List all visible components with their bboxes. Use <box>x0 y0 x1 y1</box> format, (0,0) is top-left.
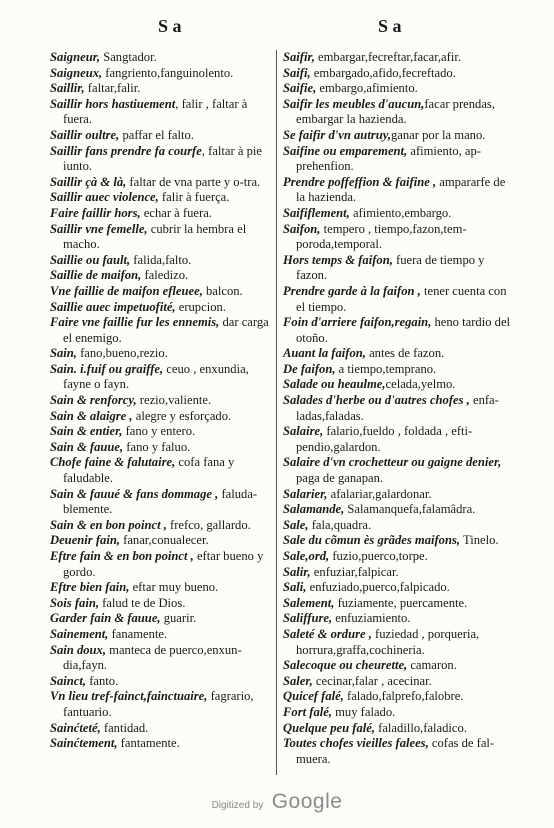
entry-definition: facar prendas, embargar la hazienda. <box>296 96 495 127</box>
dictionary-entry <box>50 268 278 284</box>
entry-definition: faltar,falir. <box>84 81 141 96</box>
entry-definition: faltar de vna parte y o-tra. <box>126 174 261 189</box>
entry-definition: fuziamente, puercamente. <box>334 595 468 610</box>
entry-definition: , falir , faltar à fuera. <box>63 96 248 127</box>
dictionary-entry <box>283 533 513 549</box>
digitized-watermark <box>0 790 554 814</box>
entry-definition: fantamente. <box>117 736 180 751</box>
entry-headword: Faire vne faillie fur les ennemis, <box>50 315 220 330</box>
entry-headword: Vne faillie de maifon efleuee, <box>50 283 203 298</box>
entry-definition: dar carga el enemigo. <box>63 315 269 345</box>
dictionary-entry <box>283 175 513 206</box>
dictionary-entry <box>50 689 278 720</box>
dictionary-entry <box>50 300 278 316</box>
entry-definition: falado,falprefo,falobre. <box>343 689 464 704</box>
entry-headword: Sainćtement, <box>50 736 118 751</box>
entry-headword: Sainement, <box>50 626 109 641</box>
entry-headword: Saler, <box>283 673 313 688</box>
entry-headword: Sain & fauue, <box>50 439 124 454</box>
entry-definition: erupcion. <box>175 299 226 314</box>
entry-headword: Saigneux, <box>50 65 103 80</box>
dictionary-entry <box>283 253 513 284</box>
dictionary-entry <box>283 284 513 315</box>
dictionary-entry <box>50 362 278 393</box>
entry-headword: Sois fain, <box>50 595 99 610</box>
entry-definition: fanar,conualecer. <box>119 533 209 548</box>
entry-headword: Sale, <box>283 517 309 532</box>
dictionary-entry <box>283 627 513 658</box>
entry-headword: Se faifir d'vn autruy, <box>283 127 391 142</box>
entry-definition: afimiento, ap-prehenfion. <box>296 143 481 174</box>
entry-headword: Toutes chofes vieilles falees, <box>283 736 429 751</box>
entry-definition: celada,yelmo. <box>385 377 456 392</box>
dictionary-entry <box>50 393 278 409</box>
entry-headword: Salaire, <box>283 424 324 439</box>
right-column <box>283 50 513 767</box>
dictionary-entry <box>50 409 278 425</box>
entry-headword: Saillie de maifon, <box>50 268 142 283</box>
entry-definition: fuziedad , porqueria, horrura,graffa,cochineria. <box>296 626 480 657</box>
dictionary-entry <box>50 736 278 752</box>
dictionary-entry <box>50 643 278 674</box>
entry-headword: Saillir oultre, <box>50 127 120 142</box>
entry-headword: Sain & renforcy, <box>50 393 137 408</box>
entry-headword: Quelque peu falé, <box>283 720 375 735</box>
entry-headword: Sainćteté, <box>50 720 101 735</box>
entry-definition: enfuziar,falpicar. <box>310 564 399 579</box>
dictionary-entry <box>50 627 278 643</box>
dictionary-entry <box>283 502 513 518</box>
dictionary-entry <box>50 66 278 82</box>
dictionary-entry <box>283 346 513 362</box>
dictionary-entry <box>283 721 513 737</box>
dictionary-entry <box>50 144 278 175</box>
entry-headword: Saleté & ordure , <box>283 626 372 641</box>
entry-definition: ceuo , enxundia, fayne o fayn. <box>63 361 249 392</box>
entry-definition: paffar el falto. <box>119 127 194 142</box>
entry-headword: Sainct, <box>50 673 87 688</box>
entry-headword: Salir, <box>283 564 311 579</box>
entry-headword: Sain & entier, <box>50 424 123 439</box>
entry-definition: fantidad. <box>100 720 149 735</box>
entry-definition: Tinelo. <box>460 533 499 548</box>
dictionary-entry <box>283 424 513 455</box>
dictionary-entry <box>50 315 278 346</box>
entry-headword: Saififlement, <box>283 205 350 220</box>
entry-definition: rezio,valiente. <box>136 393 212 408</box>
dictionary-entry <box>50 596 278 612</box>
dictionary-entry <box>283 81 513 97</box>
column-divider <box>276 50 277 775</box>
dictionary-entry <box>50 284 278 300</box>
dictionary-entry <box>50 175 278 191</box>
entry-headword: Saliffure, <box>283 611 333 626</box>
entry-headword: Vn lieu tref-fainct,fainctuaire, <box>50 689 208 704</box>
entry-headword: Sali, <box>283 580 307 595</box>
entry-headword: Salades d'herbe ou d'autres chofes , <box>283 393 470 408</box>
entry-headword: Eftre fain & en bon poinct , <box>50 549 194 563</box>
dictionary-entry <box>50 424 278 440</box>
entry-headword: Garder fain & fauue, <box>50 611 161 626</box>
entry-headword: Salaire d'vn crochetteur ou gaigne denier, <box>283 455 502 470</box>
dictionary-entry <box>283 144 513 175</box>
entry-definition: falario,fueldo , foldada , efti-pendio,galardon. <box>296 424 473 454</box>
dictionary-entry <box>50 674 278 690</box>
dictionary-entry <box>283 222 513 253</box>
entry-headword: Salarier, <box>283 486 328 501</box>
entry-definition: guarir. <box>160 611 197 626</box>
entry-headword: Prendre poffeffion & faifine , <box>283 174 437 189</box>
entry-definition: balcon. <box>202 283 243 298</box>
entry-headword: Saifir, <box>283 50 315 64</box>
entry-definition: cofa fana y faludable. <box>63 455 235 486</box>
dictionary-entry <box>50 128 278 144</box>
entry-headword: Sain & alaigre , <box>50 408 133 423</box>
entry-definition: enfuziamiento. <box>332 611 411 626</box>
entry-definition: fuzio,puerco,torpe. <box>329 549 428 563</box>
dictionary-entry <box>283 689 513 705</box>
entry-headword: Foin d'arriere faifon,regain, <box>283 315 432 330</box>
dictionary-entry <box>283 393 513 424</box>
dictionary-entry <box>283 50 513 66</box>
entry-headword: Salement, <box>283 595 335 610</box>
dictionary-entry <box>50 222 278 253</box>
entry-definition: tempero , tiempo,fazon,tem-poroda,temporal. <box>296 221 467 252</box>
entry-definition: echar à fuera. <box>140 205 212 220</box>
digitized-by-text: Digitized by <box>211 800 264 811</box>
entry-headword: Salade ou heaulme, <box>283 377 386 392</box>
entry-headword: Saillir fans prendre fa courfe <box>50 143 202 158</box>
entry-headword: Saifine ou emparement, <box>283 143 408 158</box>
dictionary-entry <box>283 674 513 690</box>
running-head-left: S a <box>158 16 182 36</box>
dictionary-entry <box>283 377 513 393</box>
entry-definition: camaron. <box>407 658 457 673</box>
entry-headword: Sain. i.fuif ou graiffe, <box>50 361 164 376</box>
entry-definition: fano,bueno,rezio. <box>76 346 168 361</box>
dictionary-entry <box>50 97 278 128</box>
entry-headword: Salamande, <box>283 502 345 517</box>
entry-definition: embargar,fecreftar,facar,afir. <box>314 50 461 64</box>
entry-definition: cubrir la hembra el macho. <box>63 221 247 252</box>
entry-definition: manteca de puerco,enxun-dia,fayn. <box>63 642 242 673</box>
entry-definition: paga de ganapan. <box>296 471 384 486</box>
entry-headword: Sale,ord, <box>283 549 330 563</box>
entry-definition: heno tardio del otoño. <box>296 315 511 345</box>
entry-definition: eftar bueno y gordo. <box>63 549 264 579</box>
dictionary-entry <box>283 518 513 534</box>
entry-definition: enfa-ladas,faladas. <box>296 393 499 423</box>
entry-headword: Saillir çà & là, <box>50 174 127 189</box>
entry-headword: Saifon, <box>283 221 321 236</box>
entry-definition: afimiento,embargo. <box>349 205 452 220</box>
left-column <box>50 50 278 752</box>
entry-definition: , faltar à pie iunto. <box>63 143 262 174</box>
entry-definition: falir à fuerça. <box>158 190 230 205</box>
entry-headword: Saigneur, <box>50 50 101 64</box>
entry-headword: Saillir hors hastiuement <box>50 96 176 111</box>
dictionary-entry <box>50 81 278 97</box>
running-head-right: S a <box>378 16 402 36</box>
entry-headword: Saifir les meubles d'aucun, <box>283 96 425 111</box>
page-header <box>0 6 554 40</box>
dictionary-entry <box>283 206 513 222</box>
dictionary-entry <box>283 705 513 721</box>
entry-definition: fuera de tiempo y fazon. <box>296 252 485 283</box>
entry-headword: Saifie, <box>283 81 317 96</box>
dictionary-entry <box>283 611 513 627</box>
dictionary-entry <box>283 736 513 767</box>
entry-definition: fala,quadra. <box>308 517 372 532</box>
entry-headword: Auant la faifon, <box>283 346 366 361</box>
entry-definition: Sangtador. <box>100 50 157 64</box>
dictionary-entry <box>50 253 278 269</box>
entry-headword: Prendre garde à la faifon , <box>283 283 421 298</box>
dictionary-entry <box>50 346 278 362</box>
dictionary-entry <box>50 440 278 456</box>
dictionary-entry <box>283 596 513 612</box>
entry-definition: embargo,afimiento. <box>316 81 418 96</box>
entry-definition: eftar muy bueno. <box>129 580 219 595</box>
entry-definition: embargado,afido,fecreftado. <box>310 65 456 80</box>
entry-headword: Salecoque ou cheurette, <box>283 658 408 673</box>
dictionary-entry <box>283 658 513 674</box>
entry-definition: falud te de Dios. <box>99 595 186 610</box>
dictionary-entry <box>283 580 513 596</box>
entry-definition: fano y faluo. <box>123 439 191 454</box>
entry-definition: Salamanquefa,falamâdra. <box>344 502 476 517</box>
entry-headword: Saillir, <box>50 81 85 96</box>
entry-definition: ampararfe de la hazienda. <box>296 174 506 205</box>
entry-definition: faledizo. <box>141 268 189 283</box>
entry-definition: tener cuenta con el tiempo. <box>296 283 507 314</box>
entry-headword: De faifon, <box>283 361 336 376</box>
dictionary-entry <box>283 487 513 503</box>
entry-definition: alegre y esforçado. <box>132 408 232 423</box>
dictionary-entry <box>50 518 278 534</box>
entry-definition: faladillo,faladico. <box>375 720 467 735</box>
entry-definition: fanamente. <box>108 626 168 641</box>
entry-definition: enfuziado,puerco,falpicado. <box>306 580 450 595</box>
dictionary-entry <box>50 206 278 222</box>
dictionary-entry <box>50 721 278 737</box>
dictionary-entry <box>50 455 278 486</box>
entry-headword: Chofe faine & falutaire, <box>50 455 176 470</box>
dictionary-entry <box>50 50 278 66</box>
dictionary-entry <box>283 565 513 581</box>
dictionary-entry <box>50 190 278 206</box>
entry-headword: Eftre bien fain, <box>50 580 130 595</box>
entry-headword: Saillir vne femelle, <box>50 221 148 236</box>
entry-definition: frefco, gallardo. <box>166 517 251 532</box>
entry-headword: Faire faillir hors, <box>50 205 141 220</box>
dictionary-entry <box>50 549 278 580</box>
entry-definition: antes de fazon. <box>365 346 445 361</box>
entry-definition: cofas de fal-muera. <box>296 736 495 766</box>
dictionary-entry <box>283 66 513 82</box>
entry-headword: Saillie auec impetuofité, <box>50 299 176 314</box>
entry-definition: muy falado. <box>331 704 396 719</box>
entry-headword: Sain doux, <box>50 642 106 657</box>
entry-definition: falida,falto. <box>130 252 192 267</box>
entry-headword: Saifi, <box>283 65 311 80</box>
entry-headword: Fort falé, <box>283 704 332 719</box>
entry-definition: fanto. <box>86 673 119 688</box>
entry-definition: fagrario, fantuario. <box>63 689 254 719</box>
entry-definition: fano y entero. <box>122 424 196 439</box>
dictionary-entry <box>50 611 278 627</box>
entry-headword: Saillir auec violence, <box>50 190 159 205</box>
entry-headword: Quicef falé, <box>283 689 344 704</box>
entry-headword: Deuenir fain, <box>50 533 120 548</box>
dictionary-entry <box>283 128 513 144</box>
entry-headword: Hors temps & faifon, <box>283 252 393 267</box>
dictionary-entry <box>283 362 513 378</box>
entry-headword: Sain & en bon poinct , <box>50 517 167 532</box>
google-logo: Google <box>271 790 343 813</box>
entry-definition: a tiempo,temprano. <box>335 361 437 376</box>
dictionary-entry <box>283 97 513 128</box>
entry-headword: Sain, <box>50 346 77 361</box>
entry-headword: Sale du cõmun ès grãdes maifons, <box>283 533 461 548</box>
entry-definition: cecinar,falar , acecinar. <box>312 673 432 688</box>
dictionary-entry <box>50 487 278 518</box>
entry-headword: Saillie ou fault, <box>50 252 131 267</box>
dictionary-entry <box>283 455 513 486</box>
entry-definition: ganar por la mano. <box>391 127 486 142</box>
entry-definition: fangriento,fanguinolento. <box>102 65 234 80</box>
dictionary-entry <box>283 549 513 565</box>
entry-definition: faluda-blemente. <box>63 486 258 517</box>
entry-definition: afalariar,galardonar. <box>327 486 432 501</box>
entry-headword: Sain & fauué & fans dommage , <box>50 486 219 501</box>
dictionary-entry <box>50 533 278 549</box>
dictionary-entry <box>50 580 278 596</box>
dictionary-entry <box>283 315 513 346</box>
